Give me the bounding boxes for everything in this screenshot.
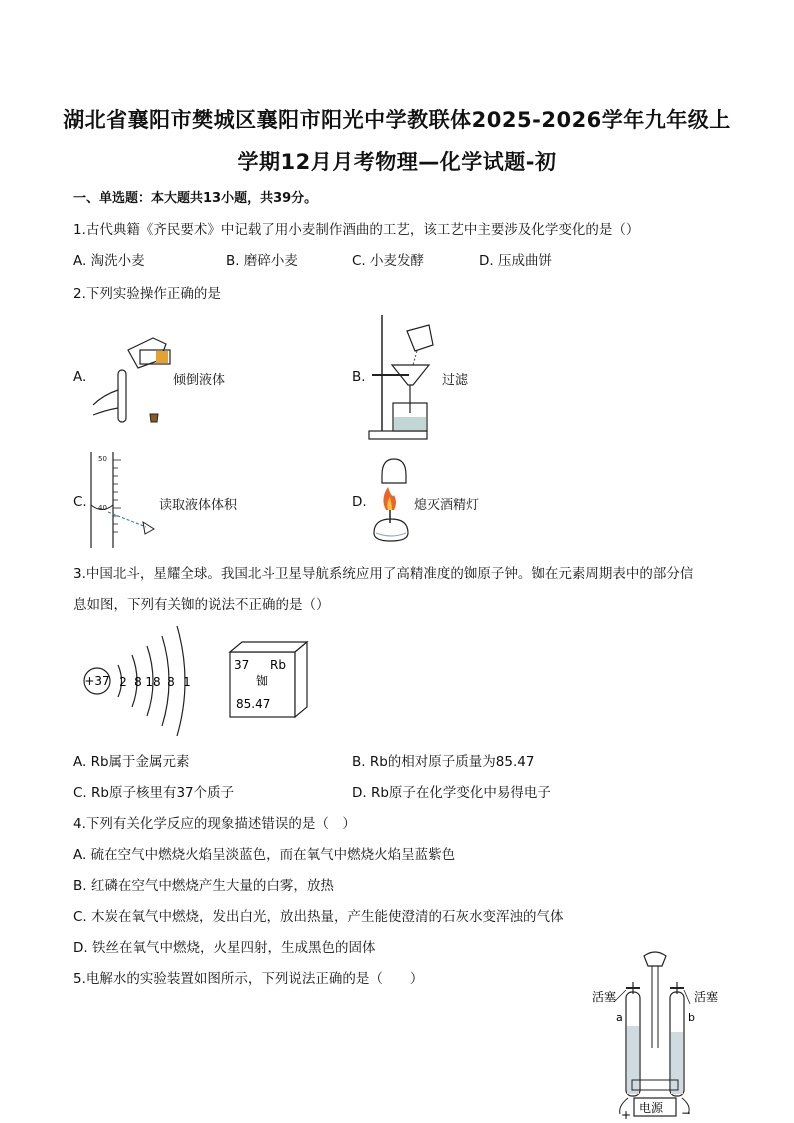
q1-option-a: A. 淘洗小麦 [73,253,145,269]
shell-3-electrons: 18 [145,675,161,689]
pour-liquid-illustration [88,330,178,425]
q2-option-a-label: 倾倒液体 [173,373,226,388]
q3-option-b: B. Rb的相对原子质量为85.47 [352,754,535,770]
tube-b-label: b [688,1011,695,1024]
alcohol-lamp-illustration [364,455,418,545]
section-heading: 一、单选题：本大题共13小题，共39分。 [73,191,318,206]
q2-option-b-label: 过滤 [442,373,469,388]
electrolysis-apparatus-diagram [588,948,728,1120]
q3-option-d: D. Rb原子在化学变化中易得电子 [352,785,551,801]
page-title-line1: 湖北省襄阳市樊城区襄阳市阳光中学教联体2025-2026学年九年级上 [63,108,731,132]
question-1-stem: 1.古代典籍《齐民要术》中记载了用小麦制作酒曲的工艺，该工艺中主要涉及化学变化的是（） [73,222,640,238]
atomic-number: 37 [234,658,250,672]
cylinder-tick-40: 40 [98,504,107,512]
q4-option-c: C. 木炭在氧气中燃烧，发出白光，放出热量，产生能使澄清的石灰水变浑浊的气体 [73,909,564,925]
q2-option-d-letter: D. [352,494,367,510]
page-title-line2: 学期12月月考物理—化学试题-初 [237,150,557,174]
nucleus-charge: +37 [84,674,110,688]
q4-option-a: A. 硫在空气中燃烧火焰呈淡蓝色，而在氧气中燃烧火焰呈蓝紫色 [73,847,456,863]
q1-option-c: C. 小麦发酵 [352,253,425,269]
q4-option-d: D. 铁丝在氧气中燃烧，火星四射，生成黑色的固体 [73,940,376,956]
read-volume-illustration [88,450,163,550]
q2-option-d-label: 熄灭酒精灯 [414,498,480,513]
q2-option-a-letter: A. [73,369,87,385]
q3-option-a: A. Rb属于金属元素 [73,754,190,770]
element-symbol: Rb [270,658,286,672]
q2-option-c-letter: C. [73,494,87,510]
q1-option-b: B. 磨碎小麦 [226,253,298,269]
valve-right-label: 活塞 [694,990,719,1004]
question-2-stem: 2.下列实验操作正确的是 [73,286,221,302]
q3-option-c: C. Rb原子核里有37个质子 [73,785,235,801]
q4-option-b: B. 红磷在空气中燃烧产生大量的白雾，放热 [73,878,334,894]
valve-left-label: 活塞 [592,990,617,1004]
question-5-stem: 5.电解水的实验装置如图所示，下列说法正确的是（ ） [73,971,424,987]
shell-2-electrons: 8 [134,675,142,689]
element-name: 铷 [256,674,269,688]
question-3-stem-line2: 息如图，下列有关铷的说法不正确的是（） [73,597,330,613]
shell-5-electrons: 1 [183,675,191,689]
tube-a-label: a [616,1011,623,1024]
filtration-illustration [367,313,442,441]
element-card-rubidium [228,640,310,720]
question-3-stem-line1: 3.中国北斗，星耀全球。我国北斗卫星导航系统应用了高精准度的铷原子钟。铷在元素周期表中的部分信 [73,566,694,582]
q1-option-d: D. 压成曲饼 [479,253,552,269]
negative-terminal: − [681,1106,692,1120]
shell-1-electrons: 2 [119,675,127,689]
atomic-mass: 85.47 [236,697,271,711]
q2-option-c-label: 读取液体体积 [159,498,238,513]
cylinder-tick-50: 50 [98,455,107,463]
power-source-label: 电源 [639,1101,664,1115]
shell-4-electrons: 8 [167,675,175,689]
positive-terminal: + [621,1108,632,1120]
question-4-stem: 4.下列有关化学反应的现象描述错误的是（ ） [73,816,356,832]
q2-option-b-letter: B. [352,369,366,385]
rubidium-atom-structure-diagram [80,622,200,737]
